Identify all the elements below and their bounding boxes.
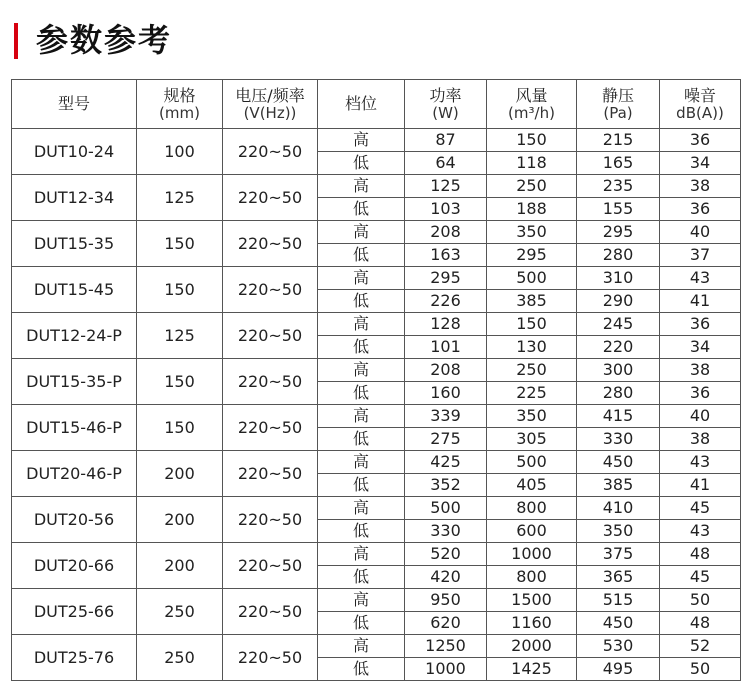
level-cell: 高 bbox=[318, 451, 405, 474]
noise-cell: 36 bbox=[660, 198, 741, 221]
pressure-cell: 515 bbox=[577, 589, 660, 612]
size-cell: 150 bbox=[137, 405, 223, 451]
model-cell: DUT15-45 bbox=[12, 267, 137, 313]
header-unit: (Pa) bbox=[603, 103, 633, 122]
noise-cell: 37 bbox=[660, 244, 741, 267]
noise-cell: 38 bbox=[660, 359, 741, 382]
model-cell: DUT15-35-P bbox=[12, 359, 137, 405]
pressure-cell: 530 bbox=[577, 635, 660, 658]
level-cell: 低 bbox=[318, 290, 405, 313]
airflow-cell: 250 bbox=[487, 175, 577, 198]
noise-cell: 34 bbox=[660, 152, 741, 175]
airflow-cell: 1500 bbox=[487, 589, 577, 612]
table-body bbox=[12, 129, 741, 681]
model-cell: DUT10-24 bbox=[12, 129, 137, 175]
header-unit: (W) bbox=[432, 103, 459, 122]
level-cell: 低 bbox=[318, 520, 405, 543]
noise-cell: 38 bbox=[660, 428, 741, 451]
size-cell: 250 bbox=[137, 635, 223, 681]
airflow-cell: 150 bbox=[487, 129, 577, 152]
noise-cell: 50 bbox=[660, 658, 741, 681]
page-title: 参数参考 bbox=[36, 21, 173, 59]
pressure-cell: 280 bbox=[577, 382, 660, 405]
size-cell: 150 bbox=[137, 221, 223, 267]
size-cell: 250 bbox=[137, 589, 223, 635]
airflow-cell: 1425 bbox=[487, 658, 577, 681]
power-cell: 339 bbox=[405, 405, 487, 428]
pressure-cell: 295 bbox=[577, 221, 660, 244]
spec-table bbox=[11, 79, 741, 681]
size-cell: 200 bbox=[137, 497, 223, 543]
pressure-cell: 330 bbox=[577, 428, 660, 451]
header-unit: (V(Hz)) bbox=[243, 103, 297, 122]
pressure-cell: 385 bbox=[577, 474, 660, 497]
table-row bbox=[12, 313, 741, 336]
level-cell: 高 bbox=[318, 313, 405, 336]
model-cell: DUT25-76 bbox=[12, 635, 137, 681]
model-cell: DUT20-46-P bbox=[12, 451, 137, 497]
table-row bbox=[12, 129, 741, 152]
table-row bbox=[12, 497, 741, 520]
size-cell: 125 bbox=[137, 175, 223, 221]
level-cell: 高 bbox=[318, 405, 405, 428]
noise-cell: 41 bbox=[660, 474, 741, 497]
level-cell: 低 bbox=[318, 612, 405, 635]
model-cell: DUT20-66 bbox=[12, 543, 137, 589]
power-cell: 208 bbox=[405, 359, 487, 382]
header-label: 规格 bbox=[163, 85, 196, 105]
power-cell: 1000 bbox=[405, 658, 487, 681]
level-cell: 低 bbox=[318, 428, 405, 451]
voltage-cell: 220~50 bbox=[223, 129, 318, 175]
power-cell: 160 bbox=[405, 382, 487, 405]
pressure-cell: 220 bbox=[577, 336, 660, 359]
pressure-cell: 450 bbox=[577, 612, 660, 635]
level-cell: 高 bbox=[318, 175, 405, 198]
pressure-cell: 235 bbox=[577, 175, 660, 198]
airflow-cell: 225 bbox=[487, 382, 577, 405]
noise-cell: 36 bbox=[660, 382, 741, 405]
power-cell: 208 bbox=[405, 221, 487, 244]
noise-cell: 41 bbox=[660, 290, 741, 313]
pressure-cell: 245 bbox=[577, 313, 660, 336]
header-airflow bbox=[487, 80, 577, 129]
header-pressure bbox=[577, 80, 660, 129]
model-cell: DUT12-34 bbox=[12, 175, 137, 221]
voltage-cell: 220~50 bbox=[223, 359, 318, 405]
header-noise bbox=[660, 80, 741, 129]
airflow-cell: 500 bbox=[487, 451, 577, 474]
power-cell: 125 bbox=[405, 175, 487, 198]
header-unit: dB(A)) bbox=[676, 103, 724, 122]
level-cell: 高 bbox=[318, 221, 405, 244]
noise-cell: 45 bbox=[660, 566, 741, 589]
model-cell: DUT15-46-P bbox=[12, 405, 137, 451]
header-unit: (m³/h) bbox=[508, 103, 555, 122]
noise-cell: 45 bbox=[660, 497, 741, 520]
table-row bbox=[12, 635, 741, 658]
header-unit: (mm) bbox=[159, 103, 200, 122]
table-row bbox=[12, 451, 741, 474]
power-cell: 226 bbox=[405, 290, 487, 313]
title-accent-bar bbox=[14, 23, 18, 59]
level-cell: 低 bbox=[318, 474, 405, 497]
noise-cell: 50 bbox=[660, 589, 741, 612]
header-label: 功率 bbox=[429, 85, 462, 105]
airflow-cell: 385 bbox=[487, 290, 577, 313]
level-cell: 低 bbox=[318, 244, 405, 267]
table-row bbox=[12, 175, 741, 198]
noise-cell: 52 bbox=[660, 635, 741, 658]
pressure-cell: 410 bbox=[577, 497, 660, 520]
airflow-cell: 405 bbox=[487, 474, 577, 497]
power-cell: 420 bbox=[405, 566, 487, 589]
power-cell: 950 bbox=[405, 589, 487, 612]
pressure-cell: 365 bbox=[577, 566, 660, 589]
noise-cell: 38 bbox=[660, 175, 741, 198]
model-cell: DUT25-66 bbox=[12, 589, 137, 635]
header-label: 风量 bbox=[515, 85, 548, 105]
pressure-cell: 450 bbox=[577, 451, 660, 474]
model-cell: DUT20-56 bbox=[12, 497, 137, 543]
header-label: 档位 bbox=[344, 94, 377, 114]
power-cell: 128 bbox=[405, 313, 487, 336]
level-cell: 低 bbox=[318, 152, 405, 175]
header-size bbox=[137, 80, 223, 129]
airflow-cell: 600 bbox=[487, 520, 577, 543]
size-cell: 150 bbox=[137, 359, 223, 405]
table-row bbox=[12, 589, 741, 612]
voltage-cell: 220~50 bbox=[223, 451, 318, 497]
model-cell: DUT15-35 bbox=[12, 221, 137, 267]
header-label: 静压 bbox=[601, 85, 634, 105]
voltage-cell: 220~50 bbox=[223, 267, 318, 313]
size-cell: 200 bbox=[137, 543, 223, 589]
airflow-cell: 350 bbox=[487, 221, 577, 244]
header-row bbox=[12, 80, 741, 129]
airflow-cell: 188 bbox=[487, 198, 577, 221]
power-cell: 275 bbox=[405, 428, 487, 451]
pressure-cell: 310 bbox=[577, 267, 660, 290]
power-cell: 500 bbox=[405, 497, 487, 520]
level-cell: 高 bbox=[318, 543, 405, 566]
airflow-cell: 2000 bbox=[487, 635, 577, 658]
airflow-cell: 130 bbox=[487, 336, 577, 359]
header-model bbox=[12, 80, 137, 129]
voltage-cell: 220~50 bbox=[223, 175, 318, 221]
power-cell: 352 bbox=[405, 474, 487, 497]
power-cell: 101 bbox=[405, 336, 487, 359]
noise-cell: 43 bbox=[660, 520, 741, 543]
voltage-cell: 220~50 bbox=[223, 635, 318, 681]
power-cell: 1250 bbox=[405, 635, 487, 658]
pressure-cell: 290 bbox=[577, 290, 660, 313]
pressure-cell: 350 bbox=[577, 520, 660, 543]
level-cell: 低 bbox=[318, 566, 405, 589]
power-cell: 64 bbox=[405, 152, 487, 175]
level-cell: 高 bbox=[318, 635, 405, 658]
airflow-cell: 305 bbox=[487, 428, 577, 451]
voltage-cell: 220~50 bbox=[223, 497, 318, 543]
noise-cell: 36 bbox=[660, 313, 741, 336]
level-cell: 低 bbox=[318, 336, 405, 359]
size-cell: 150 bbox=[137, 267, 223, 313]
power-cell: 163 bbox=[405, 244, 487, 267]
noise-cell: 40 bbox=[660, 221, 741, 244]
pressure-cell: 300 bbox=[577, 359, 660, 382]
size-cell: 100 bbox=[137, 129, 223, 175]
voltage-cell: 220~50 bbox=[223, 313, 318, 359]
header-voltage bbox=[223, 80, 318, 129]
header-power bbox=[405, 80, 487, 129]
noise-cell: 43 bbox=[660, 451, 741, 474]
airflow-cell: 500 bbox=[487, 267, 577, 290]
airflow-cell: 350 bbox=[487, 405, 577, 428]
noise-cell: 34 bbox=[660, 336, 741, 359]
power-cell: 330 bbox=[405, 520, 487, 543]
airflow-cell: 800 bbox=[487, 566, 577, 589]
noise-cell: 36 bbox=[660, 129, 741, 152]
level-cell: 高 bbox=[318, 359, 405, 382]
header-label: 噪音 bbox=[683, 85, 716, 105]
power-cell: 295 bbox=[405, 267, 487, 290]
model-cell: DUT12-24-P bbox=[12, 313, 137, 359]
airflow-cell: 1160 bbox=[487, 612, 577, 635]
voltage-cell: 220~50 bbox=[223, 543, 318, 589]
pressure-cell: 165 bbox=[577, 152, 660, 175]
header-label: 型号 bbox=[57, 94, 90, 114]
size-cell: 200 bbox=[137, 451, 223, 497]
table-row bbox=[12, 359, 741, 382]
pressure-cell: 155 bbox=[577, 198, 660, 221]
header-label: 电压/频率 bbox=[235, 85, 305, 105]
table-row bbox=[12, 543, 741, 566]
voltage-cell: 220~50 bbox=[223, 405, 318, 451]
airflow-cell: 118 bbox=[487, 152, 577, 175]
noise-cell: 48 bbox=[660, 612, 741, 635]
pressure-cell: 375 bbox=[577, 543, 660, 566]
pressure-cell: 280 bbox=[577, 244, 660, 267]
noise-cell: 43 bbox=[660, 267, 741, 290]
power-cell: 620 bbox=[405, 612, 487, 635]
noise-cell: 40 bbox=[660, 405, 741, 428]
level-cell: 高 bbox=[318, 589, 405, 612]
airflow-cell: 1000 bbox=[487, 543, 577, 566]
size-cell: 125 bbox=[137, 313, 223, 359]
level-cell: 高 bbox=[318, 497, 405, 520]
airflow-cell: 800 bbox=[487, 497, 577, 520]
level-cell: 低 bbox=[318, 198, 405, 221]
table-row bbox=[12, 221, 741, 244]
noise-cell: 48 bbox=[660, 543, 741, 566]
power-cell: 103 bbox=[405, 198, 487, 221]
pressure-cell: 495 bbox=[577, 658, 660, 681]
table-row bbox=[12, 267, 741, 290]
voltage-cell: 220~50 bbox=[223, 589, 318, 635]
voltage-cell: 220~50 bbox=[223, 221, 318, 267]
table-row bbox=[12, 405, 741, 428]
airflow-cell: 150 bbox=[487, 313, 577, 336]
pressure-cell: 415 bbox=[577, 405, 660, 428]
level-cell: 高 bbox=[318, 129, 405, 152]
airflow-cell: 295 bbox=[487, 244, 577, 267]
header-level bbox=[318, 80, 405, 129]
level-cell: 低 bbox=[318, 382, 405, 405]
airflow-cell: 250 bbox=[487, 359, 577, 382]
power-cell: 520 bbox=[405, 543, 487, 566]
level-cell: 高 bbox=[318, 267, 405, 290]
level-cell: 低 bbox=[318, 658, 405, 681]
power-cell: 425 bbox=[405, 451, 487, 474]
power-cell: 87 bbox=[405, 129, 487, 152]
pressure-cell: 215 bbox=[577, 129, 660, 152]
